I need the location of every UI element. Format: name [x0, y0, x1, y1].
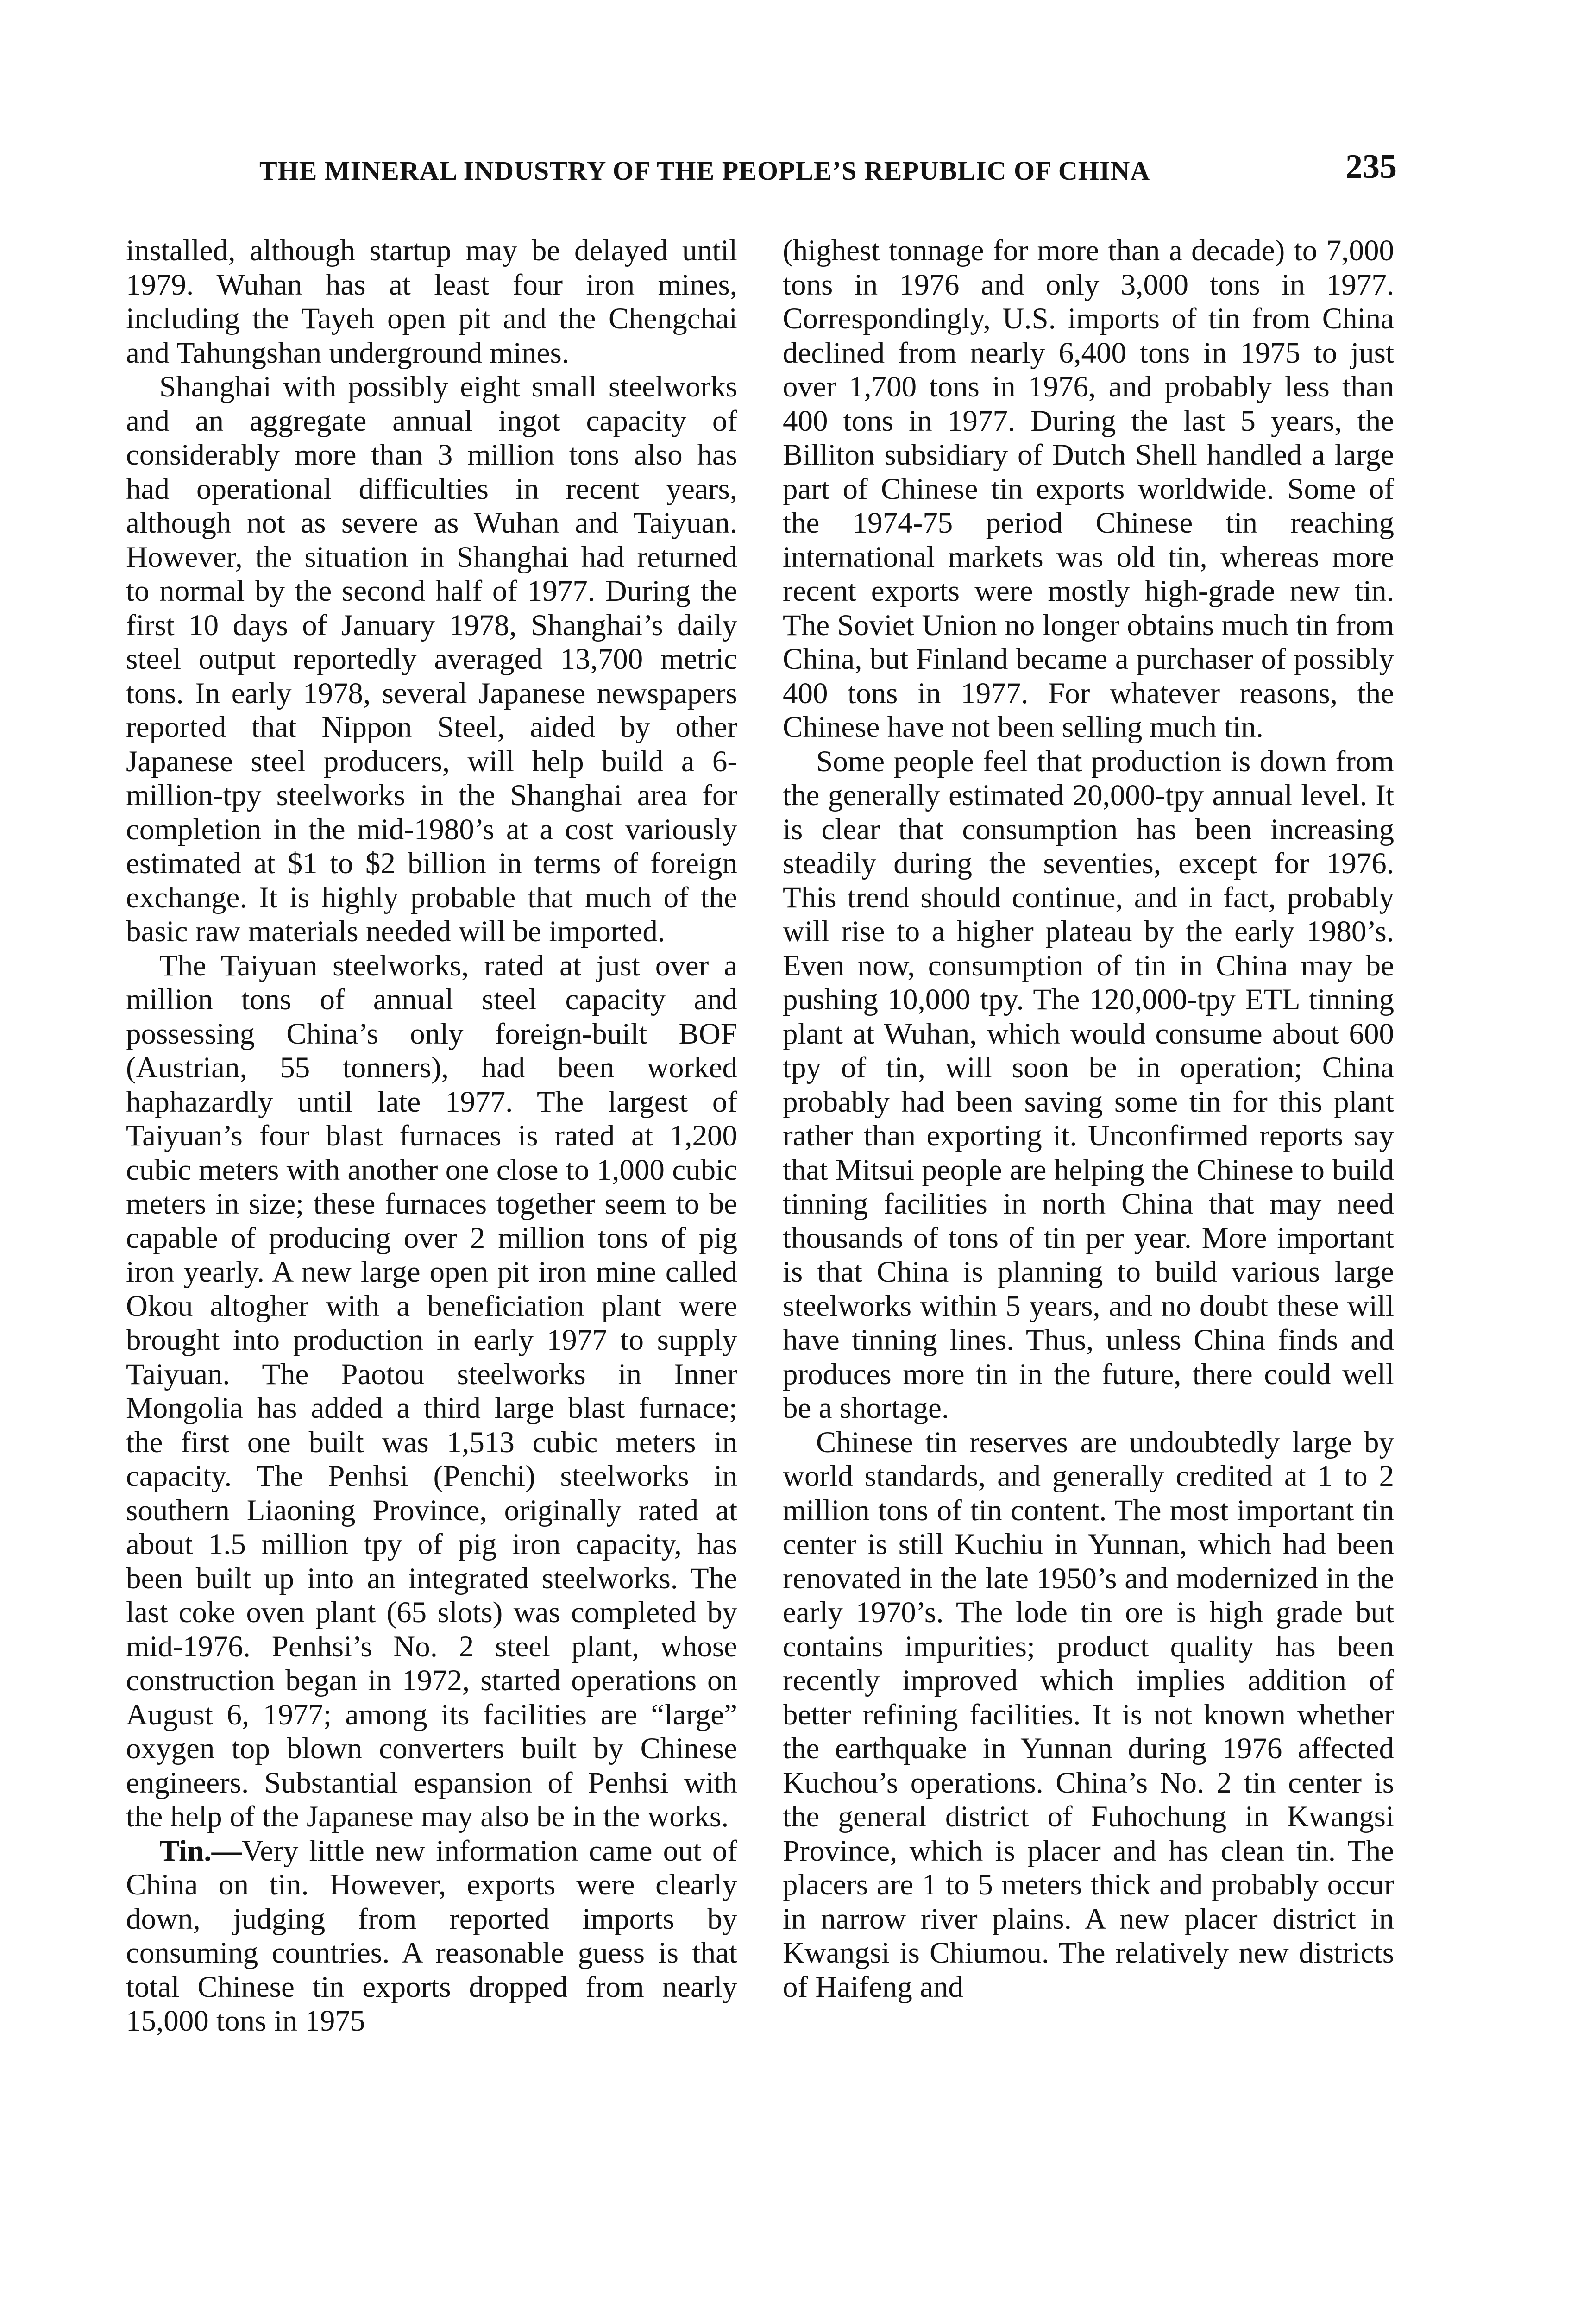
paragraph: The Taiyuan steelworks, rated at just over a million tons of annual steel capacity and possessing China’s only foreign-built BOF (Austrian, 55 tonners), had been worked haphazardly until late 1977. The largest of Taiyuan’s four blast furnaces is rated at 1,200 cubic meters with another one close to 1,000 cubic meters in size; these furnaces together seem to be capable of producing over 2 million tons of pig iron yearly. A new large open pit iron mine called Okou altogher with a beneficiation plant were brought into production in early 1977 to supply Taiyuan. The Paotou steelworks in Inner Mongolia has added a third large blast furnace; the first one built was 1,513 cubic meters in capacity. The Penhsi (Penchi) steelworks in southern Liaoning Province, originally rated at about 1.5 million tpy of pig iron capacity, has been built up into an integrated steelworks. The last coke oven plant (65 slots) was completed by mid-1976. Penhsi’s No. 2 steel plant, whose construction began in 1972, started operations on August 6, 1977; among its facilities are “large” oxygen top blown converters built by Chinese engineers. Substantial espansion of Penhsi with the help of the Japanese may also be in the works. [126, 949, 737, 1833]
paragraph: Chinese tin reserves are undoubtedly large by world standards, and generally credited at 1 to 2 million tons of tin content. The most important tin center is still Kuchiu in Yunnan, which had been renovated in the late 1950’s and modernized in the early 1970’s. The lode tin ore is high grade but contains impurities; product quality has been recently improved which implies addition of better refining facilities. It is not known whether the earthquake in Yunnan during 1976 affected Kuchou’s operations. China’s No. 2 tin center is the general district of Fuhochung in Kwangsi Province, which is placer and has clean tin. The placers are 1 to 5 meters thick and probably occur in narrow river plains. A new placer district in Kwangsi is Chiumou. The relatively new districts of Haifeng and [783, 1425, 1394, 2004]
running-title: THE MINERAL INDUSTRY OF THE PEOPLE’S REPUBLIC OF CHINA [259, 156, 1150, 186]
left-column [126, 234, 737, 2039]
section-run-in-heading: Tin.— [159, 1834, 242, 1868]
paragraph: installed, although startup may be delayed until 1979. Wuhan has at least four iron mines, including the Tayeh open pit and the Chengchai and Tahungshan underground mines. [126, 234, 737, 370]
paragraph: Some people feel that production is down from the generally estimated 20,000-tpy annual level. It is clear that consumption has been increasing steadily during the seventies, except for 1976. This trend should continue, and in fact, probably will rise to a higher plateau by the early 1980’s. Even now, consumption of tin in China may be pushing 10,000 tpy. The 120,000-tpy ETL tinning plant at Wuhan, which would consume about 600 tpy of tin, will soon be in operation; China probably had been saving some tin for this plant rather than exporting it. Unconfirmed reports say that Mitsui people are helping the Chinese to build tinning facilities in north China that may need thousands of tons of tin per year. More important is that China is planning to build various large steelworks within 5 years, and no doubt these will have tinning lines. Thus, unless China finds and produces more tin in the future, there could well be a shortage. [783, 744, 1394, 1425]
paragraph: Shanghai with possibly eight small steelworks and an aggregate annual ingot capacity of considerably more than 3 million tons also has had operational difficulties in recent years, although not as severe as Wuhan and Taiyuan. However, the situation in Shanghai had returned to normal by the second half of 1977. During the first 10 days of January 1978, Shanghai’s daily steel output reportedly averaged 13,700 metric tons. In early 1978, several Japanese newspapers reported that Nippon Steel, aided by other Japanese steel producers, will help build a 6-million-tpy steelworks in the Shanghai area for completion in the mid-1980’s at a cost variously estimated at $1 to $2 billion in terms of foreign exchange. It is highly probable that much of the basic raw materials needed will be imported. [126, 370, 737, 948]
right-column [783, 234, 1394, 2004]
paragraph: (highest tonnage for more than a decade) to 7,000 tons in 1976 and only 3,000 tons in 1977. Correspondingly, U.S. imports of tin from China declined from nearly 6,400 tons in 1975 to just over 1,700 tons in 1976, and probably less than 400 tons in 1977. During the last 5 years, the Billiton subsidiary of Dutch Shell handled a large part of Chinese tin exports worldwide. Some of the 1974-75 period Chinese tin reaching international markets was old tin, whereas more recent exports were mostly high-grade new tin. The Soviet Union no longer obtains much tin from China, but Finland became a purchaser of possibly 400 tons in 1977. For whatever reasons, the Chinese have not been selling much tin. [783, 234, 1394, 744]
paragraph-tin [126, 1834, 737, 2039]
page-number: 235 [1345, 148, 1397, 186]
paragraph-text: Very little new information came out of China on tin. However, exports were clearly down, judging from reported imports by consuming countries. A reasonable guess is that total Chinese tin exports dropped from nearly 15,000 tons in 1975 [126, 1834, 737, 2038]
